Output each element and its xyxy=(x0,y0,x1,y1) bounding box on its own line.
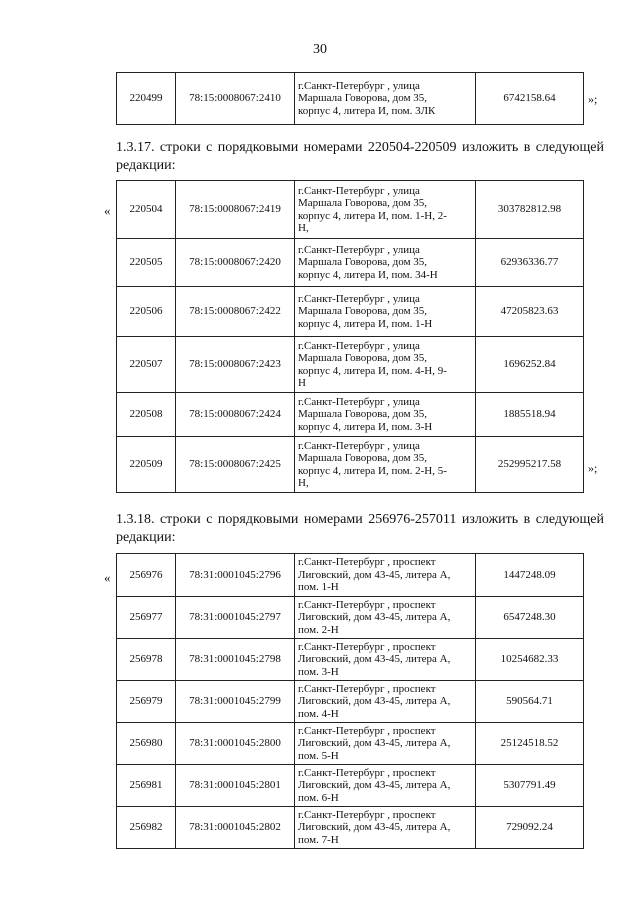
cadastral-value-cell: 25124518.52 xyxy=(476,723,584,765)
address-line: Лиговский, дом 43-45, литера А, xyxy=(298,821,451,834)
address-line: пом. 1-Н xyxy=(298,581,339,594)
address-cell xyxy=(295,73,476,125)
registry-table-1-3-18 xyxy=(116,553,584,849)
table-row xyxy=(117,181,584,239)
address-line: г.Санкт-Петербург , улица xyxy=(298,292,420,305)
cadastral-value-cell: 47205823.63 xyxy=(476,287,584,337)
address-line: Н, xyxy=(298,222,309,234)
address-line: Маршала Говорова, дом 35, xyxy=(298,408,428,421)
table-row xyxy=(117,287,584,337)
address-line: г.Санкт-Петербург , проспект xyxy=(298,682,436,695)
address-line: г.Санкт-Петербург , улица xyxy=(298,243,420,256)
address-line: Лиговский, дом 43-45, литера А, xyxy=(298,653,451,666)
row-number-cell: 256980 xyxy=(117,723,176,765)
registry-table-1-3-17 xyxy=(116,180,584,493)
address-line: Маршала Говорова, дом 35, xyxy=(298,197,428,209)
row-number-cell: 256981 xyxy=(117,765,176,807)
address-line: г.Санкт-Петербург , проспект xyxy=(298,808,436,821)
address-line: корпус 4, литера И, пом. 34-Н xyxy=(298,268,438,281)
address-cell xyxy=(295,597,476,639)
address-line: Н, xyxy=(298,477,309,489)
section-number: 1.3.18. xyxy=(116,512,155,527)
address-cell xyxy=(295,639,476,681)
cadastral-number-cell: 78:15:0008067:2420 xyxy=(176,239,295,287)
section-text: строки с порядковыми номерами 256976-257011 изложить в следующей редакции: xyxy=(116,512,604,545)
address-cell xyxy=(295,437,476,493)
cadastral-number-cell: 78:31:0001045:2796 xyxy=(176,554,295,597)
address-line: Лиговский, дом 43-45, литера А, xyxy=(298,695,451,708)
table-row xyxy=(117,807,584,849)
address-line: Лиговский, дом 43-45, литера А, xyxy=(298,568,451,581)
cadastral-number-cell: 78:31:0001045:2801 xyxy=(176,765,295,807)
section-text: строки с порядковыми номерами 220504-220509 изложить в следующей редакции: xyxy=(116,140,604,173)
address-line: г.Санкт-Петербург , улица xyxy=(298,395,420,408)
registry-table-continuation xyxy=(116,72,584,125)
cadastral-value-cell: 590564.71 xyxy=(476,681,584,723)
address-line: г.Санкт-Петербург , проспект xyxy=(298,598,436,611)
cadastral-number-cell: 78:31:0001045:2802 xyxy=(176,807,295,849)
cadastral-number-cell: 78:31:0001045:2798 xyxy=(176,639,295,681)
row-number-cell: 256976 xyxy=(117,554,176,597)
cadastral-number-cell: 78:15:0008067:2423 xyxy=(176,337,295,393)
row-number-cell: 220506 xyxy=(117,287,176,337)
address-cell xyxy=(295,807,476,849)
address-line: г.Санкт-Петербург , проспект xyxy=(298,724,436,737)
cadastral-number-cell: 78:15:0008067:2410 xyxy=(176,73,295,125)
cadastral-number-cell: 78:31:0001045:2800 xyxy=(176,723,295,765)
cadastral-number-cell: 78:31:0001045:2797 xyxy=(176,597,295,639)
cadastral-value-cell: 1447248.09 xyxy=(476,554,584,597)
page-number: 30 xyxy=(313,42,327,57)
cadastral-value-cell: 6742158.64 xyxy=(476,73,584,125)
section-1-3-18-paragraph xyxy=(116,511,604,547)
address-line: корпус 4, литера И, пом. 4-Н, 9- xyxy=(298,364,447,377)
cadastral-number-cell: 78:15:0008067:2425 xyxy=(176,437,295,493)
address-line: г.Санкт-Петербург , проспект xyxy=(298,766,436,779)
address-cell xyxy=(295,239,476,287)
address-cell xyxy=(295,681,476,723)
address-line: г.Санкт-Петербург , проспект xyxy=(298,556,436,569)
cadastral-value-cell: 729092.24 xyxy=(476,807,584,849)
row-number-cell: 256978 xyxy=(117,639,176,681)
cadastral-value-cell: 6547248.30 xyxy=(476,597,584,639)
section-1-3-17-opening-quote: « xyxy=(104,203,111,218)
address-line: пом. 2-Н xyxy=(298,623,339,636)
row-number-cell: 220504 xyxy=(117,181,176,239)
address-line: Маршала Говорова, дом 35, xyxy=(298,92,428,105)
address-line: Маршала Говорова, дом 35, xyxy=(298,256,428,269)
table-row xyxy=(117,723,584,765)
address-line: корпус 4, литера И, пом. 3-Н xyxy=(298,420,433,433)
table-row xyxy=(117,639,584,681)
address-line: пом. 6-Н xyxy=(298,791,339,804)
address-line: г.Санкт-Петербург , проспект xyxy=(298,640,436,653)
cadastral-number-cell: 78:31:0001045:2799 xyxy=(176,681,295,723)
address-line: Маршала Говорова, дом 35, xyxy=(298,305,428,318)
cadastral-number-cell: 78:15:0008067:2422 xyxy=(176,287,295,337)
section-1-3-17-closing-quote: »; xyxy=(588,461,598,475)
table-closing-quote: »; xyxy=(588,92,598,106)
table-row xyxy=(117,765,584,807)
address-cell xyxy=(295,765,476,807)
address-line: корпус 4, литера И, пом. 2-Н, 5- xyxy=(298,464,447,477)
section-number: 1.3.17. xyxy=(116,140,155,155)
cadastral-value-cell: 1696252.84 xyxy=(476,337,584,393)
table-row xyxy=(117,437,584,493)
table-row xyxy=(117,393,584,437)
table-row xyxy=(117,597,584,639)
address-line: пом. 3-Н xyxy=(298,665,339,678)
address-line: пом. 5-Н xyxy=(298,749,339,762)
cadastral-number-cell: 78:15:0008067:2424 xyxy=(176,393,295,437)
section-1-3-17-paragraph xyxy=(116,139,604,175)
address-line: г.Санкт-Петербург , улица xyxy=(298,79,420,92)
address-line: Лиговский, дом 43-45, литера А, xyxy=(298,737,451,750)
table-row xyxy=(117,337,584,393)
address-line: г.Санкт-Петербург , улица xyxy=(298,439,420,452)
cadastral-value-cell: 252995217.58 xyxy=(476,437,584,493)
address-line: корпус 4, литера И, пом. 1-Н xyxy=(298,317,433,330)
address-line: Н xyxy=(298,377,306,389)
address-line: Лиговский, дом 43-45, литера А, xyxy=(298,779,451,792)
address-cell xyxy=(295,287,476,337)
table-row xyxy=(117,554,584,597)
address-line: пом. 4-Н xyxy=(298,707,339,720)
address-line: пом. 7-Н xyxy=(298,833,339,846)
cadastral-value-cell: 303782812.98 xyxy=(476,181,584,239)
address-cell xyxy=(295,723,476,765)
row-number-cell: 256977 xyxy=(117,597,176,639)
cadastral-value-cell: 10254682.33 xyxy=(476,639,584,681)
address-line: Маршала Говорова, дом 35, xyxy=(298,452,428,464)
address-line: корпус 4, литера И, пом. 1-Н, 2- xyxy=(298,209,447,222)
table-row xyxy=(117,73,584,125)
section-1-3-18-opening-quote: « xyxy=(104,570,111,585)
row-number-cell: 220507 xyxy=(117,337,176,393)
cadastral-value-cell: 1885518.94 xyxy=(476,393,584,437)
address-line: Маршала Говорова, дом 35, xyxy=(298,352,428,364)
address-line: Лиговский, дом 43-45, литера А, xyxy=(298,611,451,624)
row-number-cell: 220505 xyxy=(117,239,176,287)
address-cell xyxy=(295,554,476,597)
row-number-cell: 220499 xyxy=(117,73,176,125)
address-cell xyxy=(295,337,476,393)
address-cell xyxy=(295,181,476,239)
cadastral-value-cell: 62936336.77 xyxy=(476,239,584,287)
cadastral-number-cell: 78:15:0008067:2419 xyxy=(176,181,295,239)
cadastral-value-cell: 5307791.49 xyxy=(476,765,584,807)
address-line: г.Санкт-Петербург , улица xyxy=(298,184,420,197)
row-number-cell: 220509 xyxy=(117,437,176,493)
row-number-cell: 256979 xyxy=(117,681,176,723)
address-cell xyxy=(295,393,476,437)
row-number-cell: 220508 xyxy=(117,393,176,437)
address-line: корпус 4, литера И, пом. 3ЛК xyxy=(298,104,436,117)
table-row xyxy=(117,239,584,287)
row-number-cell: 256982 xyxy=(117,807,176,849)
address-line: г.Санкт-Петербург , улица xyxy=(298,339,420,352)
table-row xyxy=(117,681,584,723)
